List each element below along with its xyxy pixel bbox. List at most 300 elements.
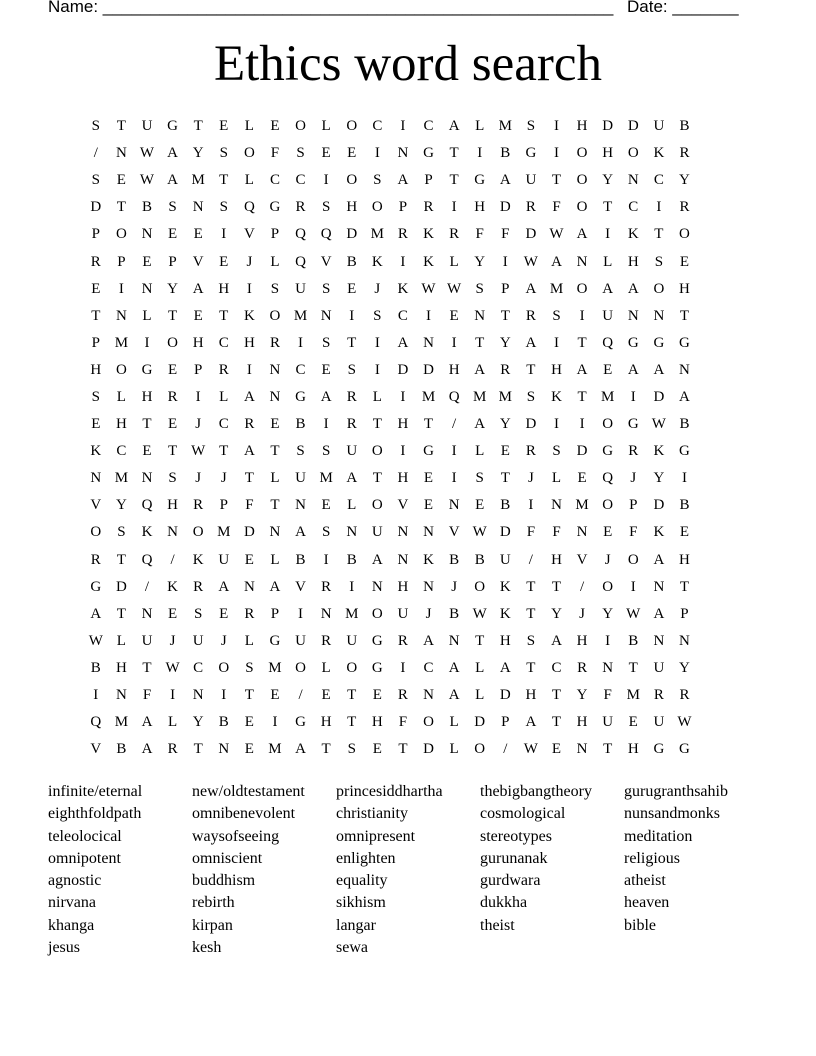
grid-letter: W [139, 172, 155, 189]
grid-letter: S [526, 118, 536, 135]
grid-letter: W [523, 253, 538, 270]
grid-letter: A [423, 632, 434, 649]
grid-letter: T [526, 578, 536, 595]
grid-letter: A [448, 659, 460, 676]
grid-letter: I [451, 470, 457, 487]
grid-letter: L [244, 632, 254, 649]
grid-row [83, 330, 743, 357]
grid-letter: R [321, 578, 332, 595]
grid-letter: N [423, 687, 434, 704]
grid-letter: W [523, 741, 538, 758]
grid-letter: H [218, 280, 230, 297]
grid-letter: U [141, 632, 153, 649]
grid-letter: M [549, 280, 564, 297]
grid-letter: H [320, 714, 332, 731]
grid-letter: R [525, 199, 536, 216]
grid-letter: B [679, 416, 690, 433]
grid-letter: W [447, 280, 462, 297]
grid-row [83, 167, 743, 194]
grid-letter: I [477, 145, 483, 162]
grid-letter: B [679, 497, 690, 514]
grid-letter: S [270, 280, 280, 297]
grid-letter: K [653, 524, 665, 541]
grid-letter: L [449, 253, 459, 270]
page-title: Ethics word search [213, 36, 603, 92]
grid-letter: M [345, 605, 359, 622]
grid-letter: O [371, 605, 383, 622]
grid-letter: G [602, 443, 614, 460]
grid-letter: J [220, 470, 227, 487]
grid-letter: / [170, 551, 175, 568]
grid-letter: S [91, 118, 100, 135]
grid-letter: T [398, 741, 408, 758]
grid-letter: C [295, 361, 306, 378]
grid-letter: E [244, 741, 254, 758]
grid-letter: H [371, 714, 383, 731]
grid-letter: T [526, 659, 536, 676]
grid-letter: A [525, 714, 537, 731]
grid-letter: T [193, 118, 203, 135]
grid-letter: S [245, 659, 254, 676]
grid-row [83, 628, 743, 655]
grid-letter: H [397, 470, 409, 487]
grid-letter: R [218, 361, 229, 378]
grid-letter: B [500, 145, 511, 162]
grid-letter: M [217, 524, 231, 541]
word-list-item: jesus [48, 939, 80, 957]
grid-letter: E [679, 524, 690, 541]
grid-letter: N [576, 524, 588, 541]
grid-letter: O [423, 714, 434, 731]
grid-letter: D [423, 361, 434, 378]
grid-letter: F [603, 687, 612, 704]
grid-letter: I [118, 280, 124, 297]
grid-letter: I [144, 334, 150, 351]
grid-letter: B [295, 551, 306, 568]
grid-letter: Q [602, 470, 614, 487]
grid-letter: L [167, 714, 178, 731]
grid-letter: W [677, 714, 692, 731]
grid-letter: K [499, 605, 511, 622]
grid-letter: E [551, 741, 562, 758]
grid-letter: U [346, 443, 358, 460]
grid-letter: F [552, 199, 561, 216]
grid-letter: E [219, 118, 229, 135]
grid-letter: A [397, 334, 409, 351]
grid-letter: Q [295, 226, 306, 243]
grid-letter: G [295, 714, 306, 731]
grid-letter: N [141, 226, 153, 243]
grid-letter: N [627, 172, 639, 189]
grid-letter: A [141, 714, 153, 731]
grid-letter: Y [115, 497, 127, 514]
grid-letter: H [474, 199, 486, 216]
grid-letter: J [425, 605, 432, 622]
word-list-item: equality [336, 872, 388, 890]
grid-row [83, 492, 743, 519]
grid-letter: I [553, 118, 559, 135]
grid-letter: S [321, 524, 331, 541]
grid-letter: C [269, 172, 280, 189]
grid-letter: B [449, 605, 460, 622]
grid-letter: H [576, 632, 588, 649]
grid-letter: K [423, 551, 434, 568]
grid-letter: D [115, 578, 127, 595]
word-list-item: bible [624, 916, 656, 934]
grid-letter: T [142, 416, 152, 433]
grid-letter: T [475, 334, 485, 351]
grid-letter: A [397, 172, 409, 189]
grid-letter: C [397, 307, 408, 324]
grid-letter: Q [320, 226, 332, 243]
grid-letter: L [449, 714, 459, 731]
grid-letter: M [268, 741, 282, 758]
grid-letter: S [526, 632, 536, 649]
grid-letter: Y [679, 172, 690, 189]
grid-letter: U [602, 307, 614, 324]
grid-letter: O [576, 280, 588, 297]
grid-letter: C [423, 118, 434, 135]
grid-letter: R [397, 226, 408, 243]
grid-letter: N [115, 687, 127, 704]
grid-letter: I [323, 551, 329, 568]
grid-letter: A [551, 253, 562, 270]
grid-row [83, 601, 743, 628]
word-list-item: omnipotent [48, 849, 121, 867]
grid-letter: N [448, 497, 460, 514]
grid-letter: / [528, 551, 533, 568]
grid-letter: F [475, 226, 484, 243]
grid-letter: R [167, 388, 178, 405]
grid-letter: E [142, 443, 152, 460]
grid-letter: O [243, 145, 255, 162]
grid-letter: B [346, 551, 357, 568]
grid-letter: T [500, 307, 510, 324]
grid-letter: I [528, 497, 534, 514]
grid-letter: K [653, 145, 665, 162]
grid-letter: E [372, 741, 382, 758]
grid-letter: G [525, 145, 537, 162]
grid-letter: E [219, 605, 229, 622]
grid-letter: M [498, 388, 512, 405]
grid-letter: B [295, 416, 306, 433]
grid-letter: A [499, 172, 511, 189]
grid-letter: R [90, 551, 101, 568]
grid-letter: R [577, 659, 588, 676]
grid-letter: N [576, 253, 588, 270]
grid-letter: H [167, 497, 178, 514]
grid-letter: P [117, 253, 126, 270]
grid-letter: P [270, 605, 280, 622]
grid-letter: I [170, 687, 176, 704]
grid-letter: H [115, 659, 127, 676]
grid-letter: B [218, 714, 229, 731]
grid-letter: R [679, 687, 690, 704]
grid-letter: O [602, 497, 614, 514]
grid-letter: T [551, 578, 562, 595]
grid-letter: T [116, 118, 126, 135]
grid-row [83, 140, 743, 167]
grid-letter: Y [679, 659, 690, 676]
grid-letter: F [398, 714, 408, 731]
word-list-item: langar [336, 916, 376, 934]
word-list-item: buddhism [192, 872, 256, 890]
grid-letter: S [373, 307, 382, 324]
grid-letter: I [246, 280, 252, 297]
grid-letter: L [321, 118, 331, 135]
grid-letter: N [551, 497, 562, 514]
grid-letter: A [525, 280, 537, 297]
grid-letter: L [244, 172, 254, 189]
grid-letter: L [142, 307, 152, 324]
grid-letter: C [423, 659, 434, 676]
grid-letter: K [423, 226, 434, 243]
grid-letter: G [679, 443, 690, 460]
grid-letter: N [371, 578, 383, 595]
grid-letter: E [167, 605, 178, 622]
grid-letter: E [91, 416, 101, 433]
grid-letter: K [192, 551, 204, 568]
grid-letter: R [525, 443, 536, 460]
grid-letter: E [116, 172, 126, 189]
grid-letter: H [141, 388, 153, 405]
word-list-item: enlighten [336, 849, 396, 867]
grid-letter: F [501, 226, 510, 243]
grid-letter: G [627, 416, 639, 433]
grid-letter: T [551, 172, 562, 189]
grid-letter: M [370, 226, 384, 243]
grid-letter: A [627, 361, 639, 378]
grid-letter: R [628, 443, 639, 460]
grid-letter: J [527, 470, 534, 487]
grid-letter: H [679, 551, 690, 568]
word-list-item: princesiddhartha [336, 783, 443, 800]
grid-row [83, 303, 743, 330]
grid-letter: O [602, 416, 614, 433]
word-list-item: theist [480, 916, 515, 934]
grid-letter: B [116, 741, 127, 758]
grid-letter: G [679, 741, 690, 758]
grid-letter: G [627, 334, 639, 351]
grid-letter: S [219, 145, 228, 162]
grid-letter: N [141, 280, 153, 297]
grid-letter: E [603, 361, 613, 378]
grid-letter: V [397, 497, 409, 514]
grid-letter: E [679, 253, 690, 270]
grid-letter: R [193, 578, 204, 595]
grid-letter: U [371, 524, 383, 541]
grid-letter: O [602, 578, 614, 595]
grid-letter: I [681, 470, 687, 487]
grid-row [83, 194, 743, 221]
grid-letter: G [679, 334, 690, 351]
grid-letter: I [502, 253, 508, 270]
grid-letter: T [603, 741, 613, 758]
grid-letter: K [90, 443, 102, 460]
word-list-item: religious [624, 849, 680, 867]
grid-letter: O [192, 524, 204, 541]
grid-letter: M [601, 388, 615, 405]
grid-letter: D [499, 524, 511, 541]
grid-letter: I [656, 199, 662, 216]
grid-letter: R [193, 497, 204, 514]
grid-letter: O [576, 145, 588, 162]
grid-letter: N [653, 632, 665, 649]
grid-letter: T [347, 687, 357, 704]
grid-letter: M [114, 714, 129, 731]
grid-letter: O [371, 497, 383, 514]
grid-letter: I [630, 388, 636, 405]
word-list-item: christianity [336, 805, 408, 823]
grid-letter: O [295, 118, 306, 135]
grid-row [83, 221, 743, 248]
word-list-item: waysofseeing [192, 827, 280, 845]
grid-letter: G [653, 741, 665, 758]
grid-letter: V [90, 497, 102, 514]
grid-letter: N [653, 307, 665, 324]
grid-letter: D [525, 416, 537, 433]
grid-letter: T [219, 307, 229, 324]
grid-letter: M [114, 470, 129, 487]
grid-letter: L [449, 741, 459, 758]
grid-letter: N [243, 578, 255, 595]
grid-letter: S [475, 470, 484, 487]
grid-letter: W [549, 226, 564, 243]
letter-grid [83, 113, 743, 763]
grid-letter: / [503, 741, 508, 758]
grid-letter: I [374, 145, 380, 162]
grid-letter: L [475, 443, 485, 460]
grid-letter: A [627, 280, 639, 297]
grid-letter: A [499, 659, 511, 676]
grid-letter: T [577, 334, 587, 351]
grid-letter: E [603, 524, 613, 541]
grid-letter: J [169, 632, 176, 649]
word-column [480, 781, 624, 959]
grid-letter: E [321, 497, 331, 514]
grid-letter: M [268, 659, 282, 676]
grid-letter: I [374, 334, 380, 351]
grid-letter: I [400, 659, 406, 676]
grid-letter: J [195, 416, 202, 433]
grid-row [83, 736, 743, 763]
grid-letter: I [246, 361, 252, 378]
grid-letter: B [90, 659, 101, 676]
grid-letter: D [499, 199, 511, 216]
grid-letter: A [576, 226, 588, 243]
grid-letter: T [167, 443, 178, 460]
grid-letter: A [653, 605, 665, 622]
grid-letter: S [321, 199, 331, 216]
grid-letter: T [193, 741, 203, 758]
grid-letter: W [139, 145, 155, 162]
grid-letter: R [346, 416, 357, 433]
grid-letter: U [525, 172, 537, 189]
grid-letter: T [116, 551, 126, 568]
grid-letter: R [346, 388, 357, 405]
grid-letter: S [654, 253, 664, 270]
grid-letter: H [397, 416, 409, 433]
grid-letter: A [218, 578, 230, 595]
grid-letter: S [552, 443, 561, 460]
grid-letter: L [372, 388, 382, 405]
grid-letter: O [576, 172, 588, 189]
word-list-item: sewa [336, 939, 368, 957]
grid-letter: P [629, 497, 638, 514]
grid-letter: K [423, 253, 434, 270]
grid-letter: R [397, 632, 408, 649]
grid-letter: P [219, 497, 228, 514]
grid-letter: T [219, 172, 229, 189]
word-column [192, 781, 336, 959]
grid-letter: T [244, 687, 254, 704]
grid-letter: L [219, 388, 229, 405]
word-list-item: stereotypes [480, 827, 552, 845]
grid-letter: S [475, 280, 484, 297]
grid-letter: I [221, 687, 227, 704]
grid-letter: G [141, 361, 153, 378]
grid-letter: E [423, 497, 434, 514]
grid-letter: E [321, 687, 331, 704]
grid-letter: R [295, 199, 306, 216]
grid-letter: M [191, 172, 205, 189]
grid-letter: T [142, 659, 152, 676]
grid-letter: N [423, 578, 434, 595]
grid-letter: Y [653, 470, 665, 487]
grid-letter: O [167, 334, 178, 351]
grid-letter: C [218, 334, 229, 351]
grid-letter: M [498, 118, 512, 135]
grid-letter: A [525, 334, 537, 351]
grid-letter: N [397, 551, 409, 568]
grid-letter: T [347, 334, 357, 351]
word-list-item: teleolocical [48, 827, 122, 845]
grid-letter: I [272, 714, 278, 731]
grid-letter: E [321, 361, 331, 378]
grid-letter: G [371, 632, 383, 649]
grid-letter: I [451, 199, 457, 216]
grid-row [83, 547, 743, 574]
grid-letter: I [374, 361, 380, 378]
grid-letter: Y [192, 714, 204, 731]
grid-letter: B [500, 497, 511, 514]
grid-letter: N [269, 361, 281, 378]
word-list-item: gurugranthsahib [624, 783, 728, 800]
grid-letter: V [243, 226, 255, 243]
grid-letter: T [551, 687, 562, 704]
grid-letter: S [168, 199, 177, 216]
grid-letter: C [653, 172, 664, 189]
grid-row [83, 519, 743, 546]
grid-letter: K [243, 307, 255, 324]
header [48, 0, 748, 22]
grid-letter: T [116, 605, 126, 622]
grid-row [83, 465, 743, 492]
grid-letter: Q [90, 714, 102, 731]
grid-letter: P [91, 226, 100, 243]
grid-letter: I [298, 334, 304, 351]
grid-letter: T [219, 443, 229, 460]
grid-letter: U [499, 551, 511, 568]
word-column [624, 781, 768, 959]
grid-letter: G [371, 659, 383, 676]
grid-letter: I [579, 307, 585, 324]
grid-letter: L [270, 470, 280, 487]
grid-letter: D [499, 687, 511, 704]
grid-letter: O [115, 226, 127, 243]
grid-letter: J [195, 470, 202, 487]
grid-letter: C [218, 416, 229, 433]
